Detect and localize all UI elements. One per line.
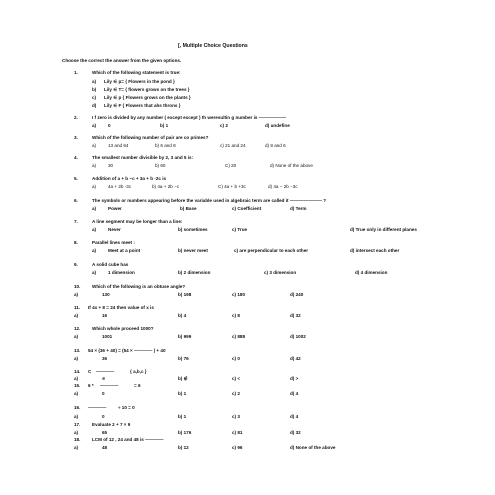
- question-expression: ÷ 10 = 0: [118, 405, 135, 410]
- option-text: 1001: [102, 334, 113, 339]
- option-label: a): [74, 430, 79, 435]
- option-text: 0: [102, 391, 105, 396]
- option-text: b) 1: [178, 414, 187, 419]
- instructions: Choose the correct the answer from the given options.: [62, 58, 182, 63]
- option-label: a): [74, 414, 79, 419]
- option-text: d) 4: [290, 391, 299, 396]
- option-text: 4a + 2b -3c: [108, 184, 132, 189]
- option-text: c) 8: [232, 313, 240, 318]
- option-text: b) 2 dimension: [178, 270, 211, 275]
- option-text: b) ∉: [178, 376, 188, 381]
- question-number: 2.: [74, 115, 78, 120]
- option-label: a): [92, 184, 97, 189]
- option-text: C) 20: [225, 163, 237, 168]
- option-text: c) 21 and 24: [220, 143, 246, 148]
- option-text: Lily ∈ F { Flowers that ahs throns }: [104, 103, 181, 108]
- question-number: 13.: [74, 348, 81, 353]
- question-number: 14.: [74, 369, 81, 374]
- page-title: [, Multiple Choice Questions: [178, 43, 248, 49]
- option-text: d) True only in different planes: [350, 227, 417, 232]
- option-text: Lily ∈ T= { flowers grows on the trees }: [104, 87, 190, 92]
- option-label: a): [92, 123, 97, 128]
- question-number: 18.: [74, 437, 81, 442]
- option-text: C) 4a + b +3c: [218, 184, 246, 189]
- option-text: c) 3 dimension: [264, 270, 297, 275]
- question-text: Addition of a + b −c + 3a + b -2c is: [92, 176, 167, 181]
- option-label: a): [92, 163, 97, 168]
- option-text: b) 198: [178, 292, 192, 297]
- option-text: b) 999: [178, 334, 192, 339]
- question-number: 3.: [74, 135, 78, 140]
- question-lhs: 6 *: [88, 383, 94, 388]
- option-label: a): [74, 334, 79, 339]
- option-label: a): [92, 206, 97, 211]
- option-text: c) 2: [220, 123, 228, 128]
- question-text: Which of the following is an obtuse angle?: [92, 284, 186, 289]
- option-label: a): [74, 376, 79, 381]
- question-text: A line segment may be longer than a line:: [92, 219, 183, 224]
- question-text: Parallel lines meet :: [92, 240, 135, 245]
- option-text: c) 3: [232, 414, 240, 419]
- option-label: d): [92, 103, 97, 108]
- question-number: 7.: [74, 219, 78, 224]
- option-text: d) Term: [290, 206, 307, 211]
- option-text: Never: [108, 227, 121, 232]
- option-text: c) 0: [232, 356, 240, 361]
- option-text: d) undefine: [265, 123, 290, 128]
- option-text: b) 4a + 2b −c: [152, 184, 180, 189]
- option-label: a): [92, 270, 97, 275]
- option-text: c) 180: [232, 292, 246, 297]
- option-text: 13 and 64: [108, 143, 129, 148]
- question-number: 10.: [74, 284, 81, 289]
- option-text: c) 2: [232, 391, 240, 396]
- option-label: a): [92, 248, 97, 253]
- option-text: d) 1002: [290, 334, 306, 339]
- option-text: d) >: [290, 376, 299, 381]
- question-text: I f zero is divided by any number ( except except ) th weresultin g number is ——————: [92, 115, 287, 120]
- option-text: 16: [102, 313, 108, 318]
- question-number: 9.: [74, 262, 78, 267]
- option-text: d) 42: [290, 356, 301, 361]
- option-text: ∊: [102, 376, 106, 381]
- question-number: 12.: [74, 326, 81, 331]
- option-text: b) Base: [180, 206, 197, 211]
- option-text: 30: [108, 163, 114, 168]
- question-number: 16.: [74, 405, 81, 410]
- option-text: c) Coefficient: [232, 206, 262, 211]
- option-label: a): [74, 391, 79, 396]
- question-text: Which whole proceed 1000?: [92, 326, 154, 331]
- question-text: Evaluate 2 + 7 × 9: [92, 422, 131, 427]
- option-text: b) 60: [155, 163, 166, 168]
- question-text: LCM of 12 , 24 and 48 is ————: [92, 437, 164, 442]
- option-text: 0: [108, 123, 111, 128]
- option-text: d) 4a − 2b −3c: [268, 184, 298, 189]
- question-number: 15.: [74, 383, 81, 388]
- option-text: 65: [102, 430, 108, 435]
- question-number: 6.: [74, 198, 78, 203]
- option-text: b) 4: [178, 313, 187, 318]
- question-text: Which of the following statement is true:: [92, 70, 181, 75]
- option-text: c) True: [232, 227, 248, 232]
- option-text: d) 32: [290, 313, 301, 318]
- option-text: b) 6 and 8: [155, 143, 176, 148]
- option-text: d) 4 dimension: [355, 270, 388, 275]
- question-text: A solid cube has: [92, 262, 129, 267]
- option-text: d) None of the above: [290, 445, 336, 450]
- option-text: d) None of the above: [270, 163, 313, 168]
- option-text: b) 1: [178, 391, 187, 396]
- question-number: 17.: [74, 422, 81, 427]
- option-text: b) 76: [178, 356, 189, 361]
- option-text: Lily ∈ p { Flowers grows on the plants }: [104, 95, 191, 100]
- option-text: 1 dimension: [108, 270, 135, 275]
- question-set: { a,b,c }: [130, 369, 147, 374]
- question-text: The smallest number divisible by 2, 3 and 5 is:: [92, 155, 194, 160]
- option-label: a): [92, 143, 97, 148]
- question-text: The symbols or numbers appearing before the variable used in algebraic term are called it ——————— ?: [92, 198, 327, 203]
- option-text: c) 888: [232, 334, 246, 339]
- option-text: 48: [102, 445, 108, 450]
- option-text: b) sometimes: [178, 227, 208, 232]
- answer-blank: ————: [100, 383, 119, 388]
- option-label: a): [74, 445, 79, 450]
- option-label: c): [92, 95, 97, 100]
- option-text: d) intersect each other: [350, 248, 400, 253]
- option-label: a): [92, 227, 97, 232]
- option-text: b) 1: [160, 123, 169, 128]
- option-text: b) never meet: [178, 248, 208, 253]
- option-text: Meet at a point: [108, 248, 141, 253]
- question-text: Which of the following number of pair are co primes?: [92, 135, 209, 140]
- option-text: c) 81: [232, 430, 243, 435]
- question-number: 4.: [74, 155, 78, 160]
- question-number: 1.: [74, 70, 78, 75]
- question-number: 11.: [74, 305, 81, 310]
- option-label: a): [74, 356, 79, 361]
- option-text: b) 12: [178, 445, 189, 450]
- option-text: 130: [102, 292, 110, 297]
- option-text: 0: [102, 414, 105, 419]
- question-number: 5.: [74, 176, 78, 181]
- option-text: Power: [108, 206, 122, 211]
- option-text: d) 240: [290, 292, 304, 297]
- option-text: c) <: [232, 376, 241, 381]
- option-label: b): [92, 87, 97, 92]
- option-text: c) are perpendicular to each other: [234, 248, 309, 253]
- answer-blank: ————: [88, 405, 107, 410]
- option-label: a): [74, 292, 79, 297]
- question-prefix: C: [88, 369, 92, 374]
- answer-blank: ————: [96, 369, 115, 374]
- question-text: If 4x + 8 = 24 then value of x is: [88, 305, 154, 310]
- option-text: Lily ∈ p= { Flowers in the pond }: [104, 79, 175, 84]
- question-rhs: = 6: [134, 383, 141, 388]
- option-text: c) 96: [232, 445, 243, 450]
- option-text: d) 4: [290, 414, 299, 419]
- option-text: d) 8 and 6: [265, 143, 286, 148]
- option-text: b) 176: [178, 430, 192, 435]
- option-label: a): [74, 313, 79, 318]
- option-label: a): [92, 79, 97, 84]
- question-text: 54 × (36 + 40) = (54 × ———— ) + 40: [88, 348, 166, 353]
- option-text: d) 32: [290, 430, 301, 435]
- option-text: 36: [102, 356, 108, 361]
- question-number: 8.: [74, 240, 78, 245]
